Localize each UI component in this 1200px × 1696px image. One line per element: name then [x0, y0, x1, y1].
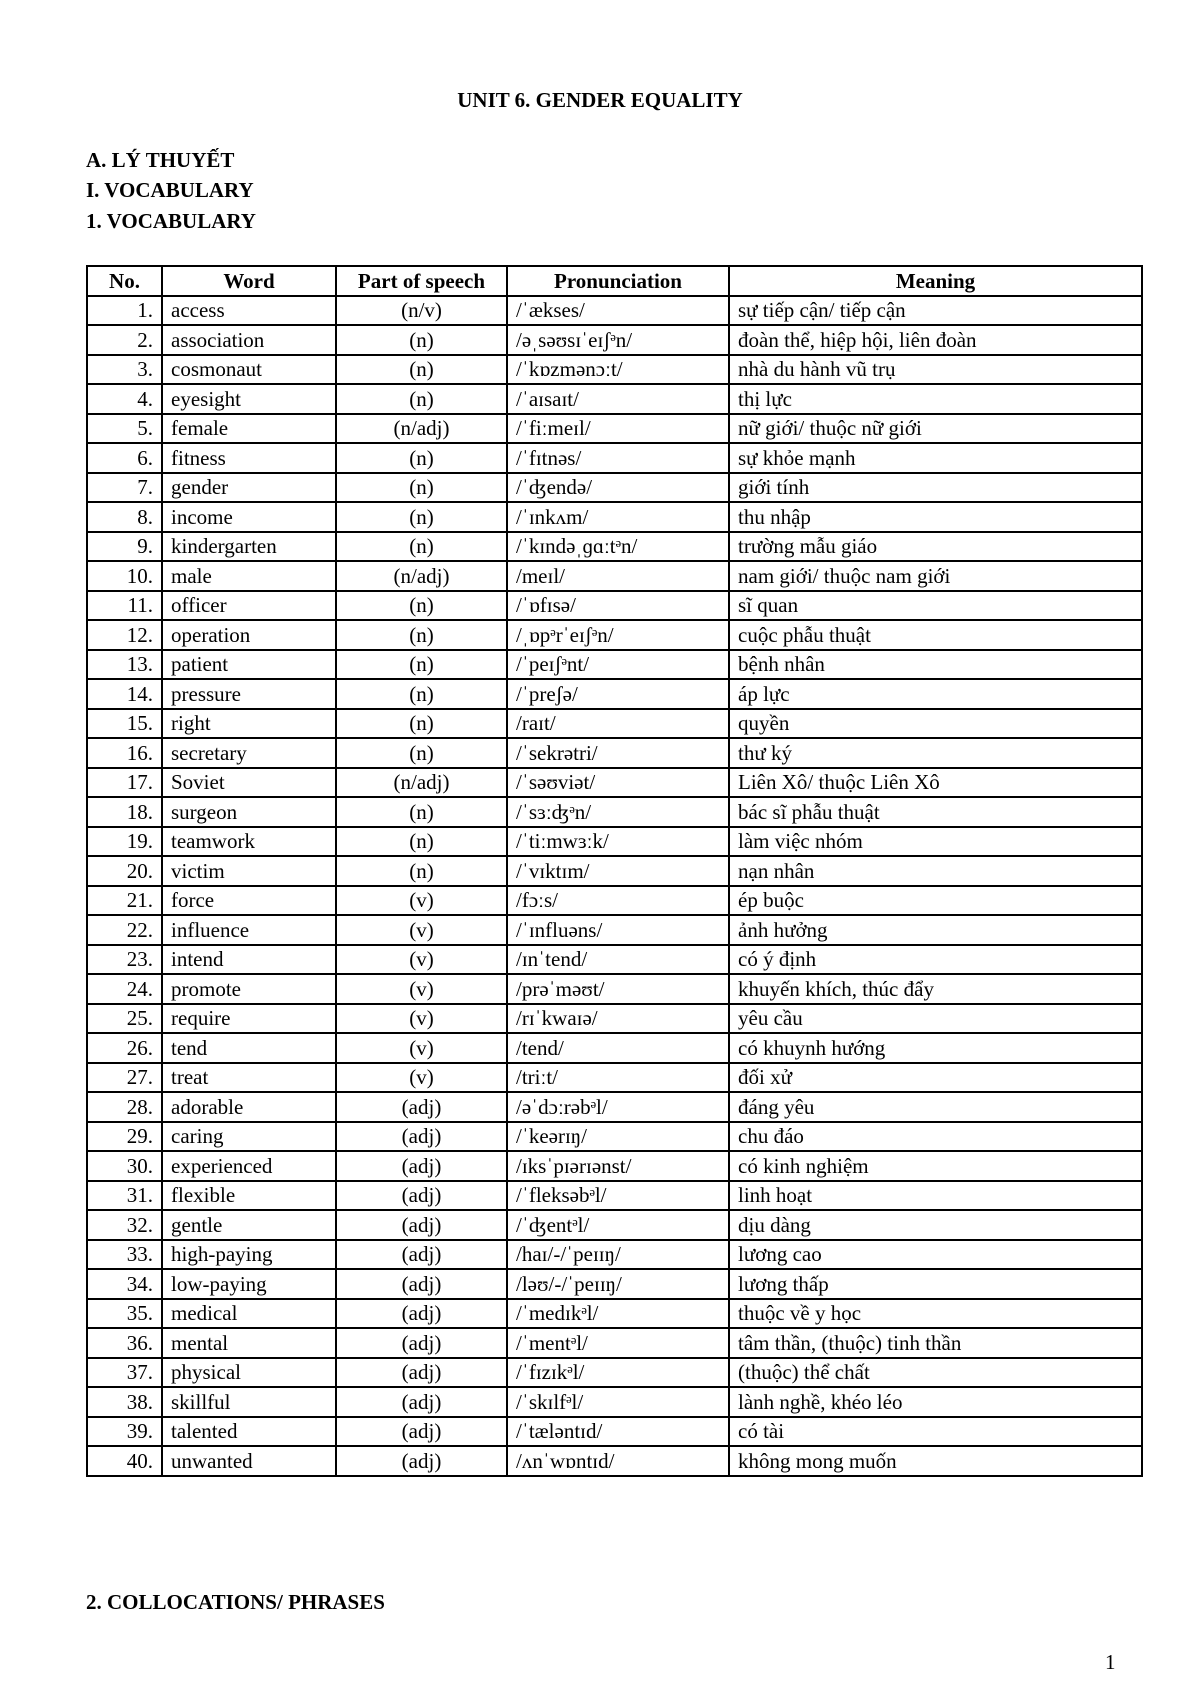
pronunciation-cell: /ʌnˈwɒntɪd/: [507, 1446, 729, 1476]
meaning-cell: (thuộc) thể chất: [729, 1358, 1142, 1388]
meaning-cell: Liên Xô/ thuộc Liên Xô: [729, 768, 1142, 798]
word-cell: secretary: [162, 738, 336, 768]
meaning-cell: sĩ quan: [729, 591, 1142, 621]
table-row: [87, 679, 1142, 709]
part-of-speech-cell: (n): [336, 443, 507, 473]
row-number-cell: 5.: [87, 414, 162, 444]
table-row: [87, 1358, 1142, 1388]
pronunciation-cell: /ˈkɒzmənɔːt/: [507, 355, 729, 385]
table-row: [87, 325, 1142, 355]
row-number-cell: 36.: [87, 1328, 162, 1358]
word-cell: cosmonaut: [162, 355, 336, 385]
meaning-cell: quyền: [729, 709, 1142, 739]
row-number-cell: 7.: [87, 473, 162, 503]
word-cell: patient: [162, 650, 336, 680]
pronunciation-cell: /əˌsəʊsɪˈeɪʃᵊn/: [507, 325, 729, 355]
pronunciation-cell: /meɪl/: [507, 561, 729, 591]
vocabulary-table: [86, 265, 1143, 1477]
word-cell: flexible: [162, 1181, 336, 1211]
meaning-cell: thị lực: [729, 384, 1142, 414]
row-number-cell: 26.: [87, 1033, 162, 1063]
table-row: [87, 1063, 1142, 1093]
meaning-cell: lương cao: [729, 1240, 1142, 1270]
word-cell: teamwork: [162, 827, 336, 857]
word-cell: Soviet: [162, 768, 336, 798]
table-row: [87, 650, 1142, 680]
table-row: [87, 1240, 1142, 1270]
meaning-cell: có kinh nghiệm: [729, 1151, 1142, 1181]
word-cell: female: [162, 414, 336, 444]
part-of-speech-cell: (n): [336, 532, 507, 562]
pronunciation-cell: /əˈdɔːrəbᵊl/: [507, 1092, 729, 1122]
part-of-speech-cell: (n): [336, 591, 507, 621]
word-cell: surgeon: [162, 797, 336, 827]
table-row: [87, 1387, 1142, 1417]
pronunciation-cell: /ˈtæləntɪd/: [507, 1417, 729, 1447]
row-number-cell: 35.: [87, 1299, 162, 1329]
table-row: [87, 1210, 1142, 1240]
table-header-row: [87, 266, 1142, 296]
row-number-cell: 2.: [87, 325, 162, 355]
meaning-cell: thu nhập: [729, 502, 1142, 532]
pronunciation-cell: /ɪnˈtend/: [507, 945, 729, 975]
pronunciation-cell: /ˈkɪndəˌɡɑːtᵊn/: [507, 532, 729, 562]
table-row: [87, 443, 1142, 473]
word-cell: association: [162, 325, 336, 355]
row-number-cell: 16.: [87, 738, 162, 768]
part-of-speech-cell: (v): [336, 945, 507, 975]
meaning-cell: đoàn thể, hiệp hội, liên đoàn: [729, 325, 1142, 355]
table-row: [87, 355, 1142, 385]
row-number-cell: 4.: [87, 384, 162, 414]
table-row: [87, 768, 1142, 798]
pronunciation-cell: /ˈtiːmwɜːk/: [507, 827, 729, 857]
meaning-cell: trường mẫu giáo: [729, 532, 1142, 562]
part-of-speech-cell: (adj): [336, 1181, 507, 1211]
table-row: [87, 945, 1142, 975]
word-cell: unwanted: [162, 1446, 336, 1476]
word-cell: adorable: [162, 1092, 336, 1122]
part-of-speech-cell: (n): [336, 679, 507, 709]
word-cell: talented: [162, 1417, 336, 1447]
word-cell: kindergarten: [162, 532, 336, 562]
pronunciation-cell: /ˈaɪsaɪt/: [507, 384, 729, 414]
part-of-speech-cell: (n): [336, 738, 507, 768]
subsection-heading-vocabulary: 1. VOCABULARY: [86, 209, 256, 233]
meaning-cell: thuộc về y học: [729, 1299, 1142, 1329]
part-of-speech-cell: (adj): [336, 1240, 507, 1270]
part-of-speech-cell: (adj): [336, 1299, 507, 1329]
pronunciation-cell: /fɔːs/: [507, 886, 729, 916]
table-row: [87, 1446, 1142, 1476]
meaning-cell: bệnh nhân: [729, 650, 1142, 680]
table-row: [87, 1122, 1142, 1152]
row-number-cell: 11.: [87, 591, 162, 621]
part-of-speech-cell: (n/adj): [336, 561, 507, 591]
row-number-cell: 20.: [87, 856, 162, 886]
word-cell: require: [162, 1004, 336, 1034]
word-cell: access: [162, 296, 336, 326]
part-of-speech-cell: (v): [336, 915, 507, 945]
pronunciation-cell: /ɪksˈpɪərɪənst/: [507, 1151, 729, 1181]
word-cell: fitness: [162, 443, 336, 473]
word-cell: mental: [162, 1328, 336, 1358]
meaning-cell: tâm thần, (thuộc) tinh thần: [729, 1328, 1142, 1358]
header-word: Word: [162, 266, 336, 296]
table-row: [87, 1269, 1142, 1299]
meaning-cell: linh hoạt: [729, 1181, 1142, 1211]
part-of-speech-cell: (n): [336, 650, 507, 680]
meaning-cell: nạn nhân: [729, 856, 1142, 886]
row-number-cell: 23.: [87, 945, 162, 975]
row-number-cell: 37.: [87, 1358, 162, 1388]
pronunciation-cell: /ˈsɜːʤᵊn/: [507, 797, 729, 827]
meaning-cell: nhà du hành vũ trụ: [729, 355, 1142, 385]
word-cell: male: [162, 561, 336, 591]
part-of-speech-cell: (n): [336, 384, 507, 414]
meaning-cell: sự tiếp cận/ tiếp cận: [729, 296, 1142, 326]
part-of-speech-cell: (n): [336, 827, 507, 857]
pronunciation-cell: /ˈʤendə/: [507, 473, 729, 503]
pronunciation-cell: /haɪ/-/ˈpeɪɪŋ/: [507, 1240, 729, 1270]
pronunciation-cell: /ˈkeərɪŋ/: [507, 1122, 729, 1152]
word-cell: intend: [162, 945, 336, 975]
row-number-cell: 18.: [87, 797, 162, 827]
pronunciation-cell: /ˈsəʊviət/: [507, 768, 729, 798]
word-cell: tend: [162, 1033, 336, 1063]
pronunciation-cell: /tend/: [507, 1033, 729, 1063]
meaning-cell: yêu cầu: [729, 1004, 1142, 1034]
table-row: [87, 473, 1142, 503]
word-cell: pressure: [162, 679, 336, 709]
table-row: [87, 1417, 1142, 1447]
part-of-speech-cell: (n/v): [336, 296, 507, 326]
meaning-cell: nữ giới/ thuộc nữ giới: [729, 414, 1142, 444]
meaning-cell: ảnh hưởng: [729, 915, 1142, 945]
table-row: [87, 1004, 1142, 1034]
part-of-speech-cell: (n): [336, 502, 507, 532]
part-of-speech-cell: (n): [336, 620, 507, 650]
pronunciation-cell: /raɪt/: [507, 709, 729, 739]
row-number-cell: 31.: [87, 1181, 162, 1211]
header-pronunciation: Pronunciation: [507, 266, 729, 296]
word-cell: medical: [162, 1299, 336, 1329]
part-of-speech-cell: (n): [336, 856, 507, 886]
part-of-speech-cell: (adj): [336, 1417, 507, 1447]
meaning-cell: giới tính: [729, 473, 1142, 503]
pronunciation-cell: /ˈmentᵊl/: [507, 1328, 729, 1358]
part-of-speech-cell: (adj): [336, 1358, 507, 1388]
pronunciation-cell: /triːt/: [507, 1063, 729, 1093]
word-cell: physical: [162, 1358, 336, 1388]
meaning-cell: dịu dàng: [729, 1210, 1142, 1240]
table-row: [87, 1151, 1142, 1181]
part-of-speech-cell: (n): [336, 325, 507, 355]
table-row: [87, 384, 1142, 414]
row-number-cell: 32.: [87, 1210, 162, 1240]
part-of-speech-cell: (adj): [336, 1446, 507, 1476]
row-number-cell: 30.: [87, 1151, 162, 1181]
table-row: [87, 1328, 1142, 1358]
table-row: [87, 738, 1142, 768]
row-number-cell: 10.: [87, 561, 162, 591]
word-cell: gentle: [162, 1210, 336, 1240]
row-number-cell: 29.: [87, 1122, 162, 1152]
word-cell: officer: [162, 591, 336, 621]
row-number-cell: 13.: [87, 650, 162, 680]
part-of-speech-cell: (adj): [336, 1269, 507, 1299]
row-number-cell: 14.: [87, 679, 162, 709]
pronunciation-cell: /ˈɒfɪsə/: [507, 591, 729, 621]
table-row: [87, 1033, 1142, 1063]
row-number-cell: 21.: [87, 886, 162, 916]
part-of-speech-cell: (n): [336, 355, 507, 385]
meaning-cell: đáng yêu: [729, 1092, 1142, 1122]
table-row: [87, 709, 1142, 739]
table-row: [87, 502, 1142, 532]
table-row: [87, 296, 1142, 326]
word-cell: right: [162, 709, 336, 739]
meaning-cell: lương thấp: [729, 1269, 1142, 1299]
table-row: [87, 532, 1142, 562]
part-of-speech-cell: (n): [336, 473, 507, 503]
meaning-cell: ép buộc: [729, 886, 1142, 916]
pronunciation-cell: /rɪˈkwaɪə/: [507, 1004, 729, 1034]
pronunciation-cell: /ˈɪnkʌm/: [507, 502, 729, 532]
pronunciation-cell: /ˈfiːmeɪl/: [507, 414, 729, 444]
meaning-cell: nam giới/ thuộc nam giới: [729, 561, 1142, 591]
pronunciation-cell: /ˈpreʃə/: [507, 679, 729, 709]
table-row: [87, 414, 1142, 444]
meaning-cell: sự khỏe mạnh: [729, 443, 1142, 473]
pronunciation-cell: /ˌɒpᵊrˈeɪʃᵊn/: [507, 620, 729, 650]
part-of-speech-cell: (v): [336, 974, 507, 1004]
row-number-cell: 9.: [87, 532, 162, 562]
row-number-cell: 24.: [87, 974, 162, 1004]
word-cell: eyesight: [162, 384, 336, 414]
pronunciation-cell: /ˈɪnfluəns/: [507, 915, 729, 945]
row-number-cell: 34.: [87, 1269, 162, 1299]
table-row: [87, 591, 1142, 621]
part-of-speech-cell: (v): [336, 1063, 507, 1093]
word-cell: victim: [162, 856, 336, 886]
table-row: [87, 974, 1142, 1004]
subsection-heading-collocations: 2. COLLOCATIONS/ PHRASES: [86, 1590, 385, 1614]
pronunciation-cell: /ˈskɪlfᵊl/: [507, 1387, 729, 1417]
part-of-speech-cell: (n/adj): [336, 768, 507, 798]
part-of-speech-cell: (n): [336, 797, 507, 827]
word-cell: gender: [162, 473, 336, 503]
part-of-speech-cell: (n/adj): [336, 414, 507, 444]
part-of-speech-cell: (adj): [336, 1328, 507, 1358]
meaning-cell: có ý định: [729, 945, 1142, 975]
pronunciation-cell: /ˈʤentᵊl/: [507, 1210, 729, 1240]
row-number-cell: 3.: [87, 355, 162, 385]
pronunciation-cell: /ˈfleksəbᵊl/: [507, 1181, 729, 1211]
row-number-cell: 39.: [87, 1417, 162, 1447]
part-of-speech-cell: (v): [336, 1004, 507, 1034]
part-of-speech-cell: (adj): [336, 1122, 507, 1152]
pronunciation-cell: /ˈsekrətri/: [507, 738, 729, 768]
part-of-speech-cell: (v): [336, 1033, 507, 1063]
word-cell: high-paying: [162, 1240, 336, 1270]
section-heading-theory: A. LÝ THUYẾT: [86, 148, 235, 172]
word-cell: force: [162, 886, 336, 916]
part-of-speech-cell: (v): [336, 886, 507, 916]
vocabulary-table-body: [87, 296, 1142, 1476]
word-cell: caring: [162, 1122, 336, 1152]
table-row: [87, 797, 1142, 827]
header-no: No.: [87, 266, 162, 296]
row-number-cell: 33.: [87, 1240, 162, 1270]
word-cell: influence: [162, 915, 336, 945]
table-row: [87, 856, 1142, 886]
meaning-cell: đối xử: [729, 1063, 1142, 1093]
meaning-cell: thư ký: [729, 738, 1142, 768]
pronunciation-cell: /ˈmedɪkᵊl/: [507, 1299, 729, 1329]
row-number-cell: 15.: [87, 709, 162, 739]
pronunciation-cell: /ˈfɪzɪkᵊl/: [507, 1358, 729, 1388]
table-row: [87, 886, 1142, 916]
word-cell: low-paying: [162, 1269, 336, 1299]
row-number-cell: 12.: [87, 620, 162, 650]
row-number-cell: 6.: [87, 443, 162, 473]
pronunciation-cell: /ˈækses/: [507, 296, 729, 326]
table-row: [87, 561, 1142, 591]
header-meaning: Meaning: [729, 266, 1142, 296]
word-cell: skillful: [162, 1387, 336, 1417]
part-of-speech-cell: (adj): [336, 1210, 507, 1240]
word-cell: operation: [162, 620, 336, 650]
table-row: [87, 1181, 1142, 1211]
row-number-cell: 19.: [87, 827, 162, 857]
page-title: UNIT 6. GENDER EQUALITY: [457, 88, 743, 112]
part-of-speech-cell: (adj): [336, 1387, 507, 1417]
meaning-cell: khuyến khích, thúc đẩy: [729, 974, 1142, 1004]
pronunciation-cell: /ˈpeɪʃᵊnt/: [507, 650, 729, 680]
part-of-speech-cell: (adj): [336, 1092, 507, 1122]
row-number-cell: 22.: [87, 915, 162, 945]
pronunciation-cell: /prəˈməʊt/: [507, 974, 729, 1004]
meaning-cell: có tài: [729, 1417, 1142, 1447]
row-number-cell: 25.: [87, 1004, 162, 1034]
row-number-cell: 17.: [87, 768, 162, 798]
row-number-cell: 38.: [87, 1387, 162, 1417]
meaning-cell: lành nghề, khéo léo: [729, 1387, 1142, 1417]
part-of-speech-cell: (adj): [336, 1151, 507, 1181]
page-number: 1: [1105, 1650, 1116, 1674]
table-row: [87, 1299, 1142, 1329]
meaning-cell: áp lực: [729, 679, 1142, 709]
table-row: [87, 620, 1142, 650]
table-row: [87, 915, 1142, 945]
meaning-cell: không mong muốn: [729, 1446, 1142, 1476]
meaning-cell: chu đáo: [729, 1122, 1142, 1152]
word-cell: promote: [162, 974, 336, 1004]
meaning-cell: có khuynh hướng: [729, 1033, 1142, 1063]
table-row: [87, 827, 1142, 857]
word-cell: treat: [162, 1063, 336, 1093]
part-of-speech-cell: (n): [336, 709, 507, 739]
pronunciation-cell: /ˈfɪtnəs/: [507, 443, 729, 473]
section-heading-vocabulary: I. VOCABULARY: [86, 178, 254, 202]
pronunciation-cell: /ləʊ/-/ˈpeɪɪŋ/: [507, 1269, 729, 1299]
row-number-cell: 40.: [87, 1446, 162, 1476]
meaning-cell: bác sĩ phẫu thuật: [729, 797, 1142, 827]
table-row: [87, 1092, 1142, 1122]
row-number-cell: 1.: [87, 296, 162, 326]
word-cell: income: [162, 502, 336, 532]
pronunciation-cell: /ˈvɪktɪm/: [507, 856, 729, 886]
meaning-cell: cuộc phẫu thuật: [729, 620, 1142, 650]
row-number-cell: 28.: [87, 1092, 162, 1122]
header-part-of-speech: Part of speech: [336, 266, 507, 296]
row-number-cell: 8.: [87, 502, 162, 532]
row-number-cell: 27.: [87, 1063, 162, 1093]
word-cell: experienced: [162, 1151, 336, 1181]
meaning-cell: làm việc nhóm: [729, 827, 1142, 857]
